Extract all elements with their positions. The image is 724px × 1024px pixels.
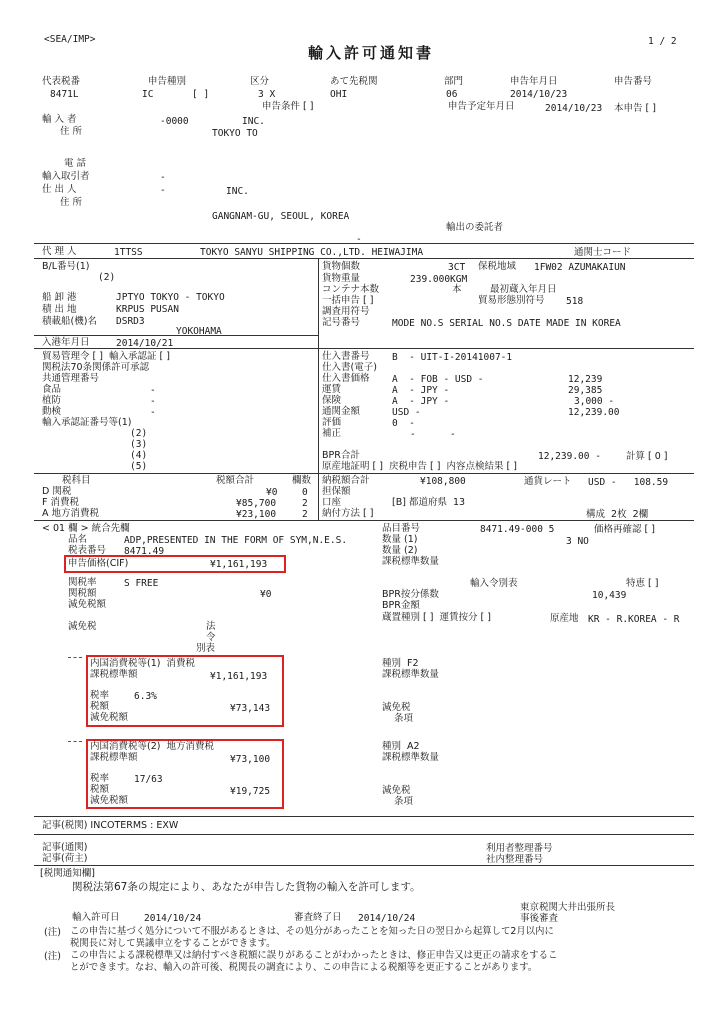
label-cif: 申告価格(CIF) — [68, 558, 129, 569]
divider — [34, 473, 694, 474]
duty-rate: S FREE — [124, 578, 159, 589]
divider — [34, 834, 694, 835]
column-divider — [318, 258, 319, 473]
decl-date: 2014/10/23 — [510, 89, 568, 100]
label-reduction: 減免税 — [68, 621, 97, 632]
tax-row-cols: 2 — [302, 498, 308, 509]
label-hs: 税表番号 — [68, 545, 107, 556]
item-name: ADP,PRESENTED IN THE FORM OF SYM,N.E.S. — [124, 535, 348, 546]
price-recheck: 価格再確認 [ ] — [594, 524, 655, 535]
animal-dash: - — [150, 407, 156, 418]
label-invoice-no: 仕入書番号 — [322, 351, 370, 362]
divider — [34, 258, 694, 259]
agent-name: TOKYO SANYU SHIPPING CO.,LTD. HEIWAJIMA — [200, 247, 424, 258]
label-adjustment: 補正 — [322, 428, 342, 439]
divider — [34, 243, 694, 244]
label-decl-type: 申告種別 — [148, 76, 187, 87]
bpr-total: 12,239.00 - — [538, 451, 601, 462]
document-title: 輸入許可通知書 — [308, 44, 435, 62]
sea-imp-label: <SEA/IMP> — [44, 34, 96, 45]
label-bl: B/L番号(1) — [42, 261, 90, 272]
divider — [34, 335, 318, 336]
local-rate: 17/63 — [134, 774, 163, 785]
label-trade-code: 貿易形態別符号 — [478, 295, 545, 306]
label-quantity-2: 数量 (2) — [382, 545, 418, 556]
freight: 29,385 — [568, 385, 603, 396]
label-account: 口座 — [322, 497, 342, 508]
shipper-address: GANGNAM-GU, SEOUL, KOREA — [212, 211, 350, 222]
label-item-no: 品目番号 — [382, 523, 421, 534]
label-internal-ref: 社内整理番号 — [486, 854, 544, 865]
import-agent-dash: - — [160, 172, 166, 183]
divider — [34, 520, 694, 521]
label-vessel: 積載船(機)名 — [42, 316, 97, 327]
special-preference: 特恵 [ ] — [626, 578, 659, 589]
label-law: 法 — [206, 621, 216, 632]
hs-code: 8471L — [50, 89, 79, 100]
label-first-warehouse: 最初蔵入年月日 — [490, 284, 557, 295]
permit-date: 2014/10/24 — [144, 913, 202, 924]
trade-line-approval: 輸入承認証番号等(1) — [42, 417, 132, 428]
approval-5: (5) — [130, 461, 148, 472]
label-survey: 調査用符号 — [322, 306, 370, 317]
vessel-port: YOKOHAMA — [176, 326, 222, 337]
note-1-mark: (注) — [44, 927, 61, 938]
label-weight: 貨物重量 — [322, 273, 361, 284]
label-bpr-ratio: BPR按分係数 — [382, 589, 439, 600]
label-shipper-address: 住 所 — [60, 197, 83, 208]
insurance-code: A - JPY - — [392, 396, 450, 407]
origin-cert-line: 原産地証明 [ ] 戻税申告 [ ] 内容点検結果 [ ] — [322, 461, 517, 472]
label-permit-date: 輸入許可日 — [72, 912, 120, 923]
invoice-price-code: A - FOB - USD - — [392, 374, 484, 385]
customs-value-code: USD - — [392, 407, 421, 418]
tax-row-cols: 0 — [302, 487, 308, 498]
label-user-ref: 利用者整理番号 — [486, 843, 553, 854]
dept: 06 — [446, 89, 458, 100]
label-exam-date: 審査終了日 — [294, 912, 342, 923]
consumption-rate: 6.3% — [134, 691, 157, 702]
consumption-kind: 種別 F2 — [382, 658, 419, 669]
label-arrival: 入港年月日 — [42, 337, 90, 348]
local-base: ¥73,100 — [230, 754, 271, 765]
dash-marker — [68, 657, 82, 658]
label-consignor: 輸出の委託者 — [446, 222, 504, 233]
origin: KR - R.KOREA - R — [588, 614, 680, 625]
tax-row-amount: ¥0 — [266, 487, 278, 498]
customs-office: OHI — [330, 89, 348, 100]
tax-row-cols: 2 — [302, 509, 308, 520]
label-consumption-base: 課税標準額 — [90, 669, 138, 680]
label-packages: 貨物個数 — [322, 261, 361, 272]
approval-3: (3) — [130, 439, 148, 450]
insurance: 3,000 - — [574, 396, 615, 407]
consumption-base: ¥1,161,193 — [210, 671, 268, 682]
category: 3 X — [258, 89, 276, 100]
divider — [34, 865, 694, 866]
remarks-customs: 記事(税関) INCOTERMS : EXW — [42, 820, 179, 831]
tax-row-name: A 地方消費税 — [42, 508, 100, 519]
marks: MODE NO.S SERIAL NO.S DATE MADE IN KOREA — [392, 318, 621, 329]
main-declaration: 本申告 [ ] — [614, 103, 656, 114]
label-local-qty: 課税標準数量 — [382, 752, 440, 763]
total-tax: ¥108,800 — [420, 476, 466, 487]
label-local-tax: 税額 — [90, 784, 110, 795]
label-insurance: 保険 — [322, 395, 342, 406]
weight: 239.000KGM — [410, 274, 468, 285]
load-port: KRPUS PUSAN — [116, 304, 179, 315]
divider — [34, 816, 694, 817]
consignor-dash: - — [356, 234, 362, 245]
decl-type: IC — [142, 89, 154, 100]
post-audit: 事後審査 — [520, 913, 559, 924]
exam-date: 2014/10/24 — [358, 913, 416, 924]
label-duty-rate: 関税率 — [68, 577, 97, 588]
consumption-tax: ¥73,143 — [230, 703, 271, 714]
quantity-1: 3 NO — [566, 536, 589, 547]
note-1b: 税関長に対して異議申立をすることができます。 — [70, 938, 276, 949]
label-category: 区分 — [250, 76, 270, 87]
trade-line-animal: 動検 — [42, 406, 62, 417]
consumption-header: 内国消費税等(1) 消費税 — [90, 658, 195, 669]
invoice-price: 12,239 — [568, 374, 603, 385]
decl-condition: 申告条件 [ ] — [262, 101, 314, 112]
label-evaluation: 評価 — [322, 417, 342, 428]
customs-value: 12,239.00 — [568, 407, 620, 418]
label-total-tax: 納税額合計 — [322, 475, 370, 486]
tax-header-cols: 欄数 — [292, 475, 312, 486]
composition: 構成 2枚 2欄 — [586, 509, 649, 520]
scheduled-date: 2014/10/23 — [545, 103, 603, 114]
label-local-rate: 税率 — [90, 773, 110, 784]
local-header: 内国消費税等(2) 地方消費税 — [90, 741, 214, 752]
exchange-rate: USD - 108.59 — [588, 477, 669, 488]
label-consumption-rate: 税率 — [90, 690, 110, 701]
evaluation: 0 - — [392, 418, 415, 429]
label-consumption-tax: 税額 — [90, 701, 110, 712]
shipper-name: INC. — [226, 186, 249, 197]
label-remarks-notice: 記事(通関) — [42, 842, 88, 853]
label-local-exempt: 減免税額 — [90, 795, 129, 806]
label-import-agent: 輸入取引者 — [42, 171, 90, 182]
label-scheduled: 申告予定年月日 — [448, 101, 515, 112]
label-payment-method: 納付方法 [ ] — [322, 508, 374, 519]
packages: 3CT — [448, 262, 466, 273]
label-consumption-clause: 条項 — [394, 713, 414, 724]
tax-row-amount: ¥85,700 — [236, 498, 277, 509]
label-agent: 代 理 人 — [42, 246, 77, 257]
label-table: 別表 — [196, 643, 216, 654]
label-broker-code: 通関士コード — [574, 247, 632, 258]
plant-dash: - — [150, 396, 156, 407]
label-decl-date: 申告年月日 — [510, 76, 558, 87]
label-invoice-price: 仕入書価格 — [322, 373, 370, 384]
trade-line-1: 貿易管理令 [ ] 輸入承認証 [ ] — [42, 351, 170, 362]
label-phone: 電 話 — [64, 158, 87, 169]
trade-line-food: 食品 — [42, 384, 62, 395]
customs-office: 東京税関大井出張所長 — [520, 902, 616, 913]
divider — [34, 348, 694, 349]
dash-marker — [68, 741, 82, 742]
label-exchange-rate: 通貨レート — [524, 476, 572, 487]
trade-line-plant: 植防 — [42, 395, 62, 406]
label-bl-2: (2) — [98, 272, 116, 283]
adjustment: - - — [410, 429, 456, 440]
label-load-port: 積 出 地 — [42, 304, 77, 315]
label-local-reduction: 減免税 — [382, 785, 411, 796]
cif-value: ¥1,161,193 — [210, 559, 268, 570]
label-e-invoice: 仕入書(電子) — [322, 362, 377, 373]
trade-line-3: 共通管理番号 — [42, 373, 100, 384]
importer-address: TOKYO TO — [212, 128, 258, 139]
freight-code: A - JPY - — [392, 385, 450, 396]
tax-header-item: 税科目 — [62, 475, 91, 486]
label-decl-no: 申告番号 — [614, 76, 653, 87]
shipper-dash: - — [160, 185, 166, 196]
trade-line-2: 関税法70条関係許可承認 — [42, 362, 150, 373]
bonded-area: 1FW02 AZUMAKAIUN — [534, 262, 626, 273]
approval-2: (2) — [130, 428, 148, 439]
note-1: この申告に基づく処分について不服があるときは、その処分があったことを知った日の翌日から起算して2月以内に — [70, 926, 554, 937]
bpr-ratio: 10,439 — [592, 590, 627, 601]
label-taxable-qty: 課税標準数量 — [382, 556, 440, 567]
customs-notice-label: [税関通知欄] — [40, 868, 95, 879]
tax-header-amount: 税額合計 — [216, 475, 255, 486]
importer-code: -0000 — [160, 116, 189, 127]
note-2b: とができます。なお、輸入の許可後、税関長の調査により、この申告による税額等を更正することがあります。 — [70, 962, 538, 973]
label-bonded-area: 保税地域 — [478, 261, 517, 272]
label-lump-decl: 一括申告 [ ] — [322, 295, 374, 306]
page-number: 1 / 2 — [648, 36, 677, 47]
label-bpr-total: BPR合計 — [322, 450, 360, 461]
label-consumption-reduction: 減免税 — [382, 702, 411, 713]
food-dash: - — [150, 385, 156, 396]
column-divider — [318, 473, 319, 520]
label-containers: コンテナ本数 — [322, 284, 380, 295]
local-tax: ¥19,725 — [230, 786, 271, 797]
trade-code: 518 — [566, 296, 584, 307]
unload-port: JPTYO TOKYO - TOKYO — [116, 292, 225, 303]
label-importer: 輸 入 者 — [42, 114, 77, 125]
label-item-name: 品名 — [68, 534, 88, 545]
permit-text: 関税法第67条の規定により、あなたが申告した貨物の輸入を許可します。 — [72, 881, 421, 893]
label-security: 担保額 — [322, 486, 351, 497]
label-bpr-amount: BPR金額 — [382, 600, 420, 611]
approval-4: (4) — [130, 450, 148, 461]
label-consumption-exempt: 減免税額 — [90, 712, 129, 723]
tax-row-amount: ¥23,100 — [236, 509, 277, 520]
label-dept: 部門 — [444, 76, 464, 87]
decl-type-box: [ ] — [192, 89, 210, 100]
label-consumption-qty: 課税標準数量 — [382, 669, 440, 680]
account: [B] 都道府県 13 — [392, 497, 466, 508]
label-unload-port: 船 卸 港 — [42, 292, 77, 303]
label-order: 令 — [206, 632, 216, 643]
label-duty-exempt: 減免税額 — [68, 599, 107, 610]
local-kind: 種別 A2 — [382, 741, 420, 752]
label-quantity-1: 数量 (1) — [382, 534, 418, 545]
container-unit: 本 — [452, 284, 462, 295]
label-local-base: 課税標準額 — [90, 752, 138, 763]
note-2-mark: (注) — [44, 951, 61, 962]
label-local-clause: 条項 — [394, 796, 414, 807]
note-2: この申告による課税標準又は納付すべき税額に誤りがあることがわかったときは、修正申告又は更正の請求をするこ — [70, 950, 558, 961]
importer-name: INC. — [242, 116, 265, 127]
label-freight: 運賃 — [322, 384, 342, 395]
item-header: < 01 欄 > 統合先欄 — [42, 523, 130, 534]
label-customs: あて先税関 — [330, 76, 378, 87]
storage-line: 蔵置種別 [ ] 運賃按分 [ ] — [382, 612, 491, 623]
tax-row-name: D 関税 — [42, 486, 72, 497]
label-marks: 記号番号 — [322, 317, 361, 328]
label-duty: 関税額 — [68, 588, 97, 599]
label-shipper: 仕 出 人 — [42, 184, 77, 195]
duty: ¥0 — [260, 589, 272, 600]
label-origin: 原産地 — [550, 613, 579, 624]
item-no: 8471.49-000 5 — [480, 524, 555, 535]
invoice-no: B - UIT-I-20141007-1 — [392, 352, 513, 363]
agent-code: 1TTSS — [114, 247, 143, 258]
label-remarks-owner: 記事(荷主) — [42, 853, 88, 864]
label-customs-value: 通関金額 — [322, 406, 361, 417]
tax-row-name: F 消費税 — [42, 497, 79, 508]
label-hs-code: 代表税番 — [42, 76, 81, 87]
label-importer-address: 住 所 — [60, 126, 83, 137]
arrival-date: 2014/10/21 — [116, 338, 174, 349]
label-import-order: 輸入令別表 — [470, 578, 518, 589]
hs-number: 8471.49 — [124, 546, 165, 557]
calc-flag: 計算 [ 0 ] — [626, 451, 668, 462]
vessel: DSRD3 — [116, 316, 145, 327]
